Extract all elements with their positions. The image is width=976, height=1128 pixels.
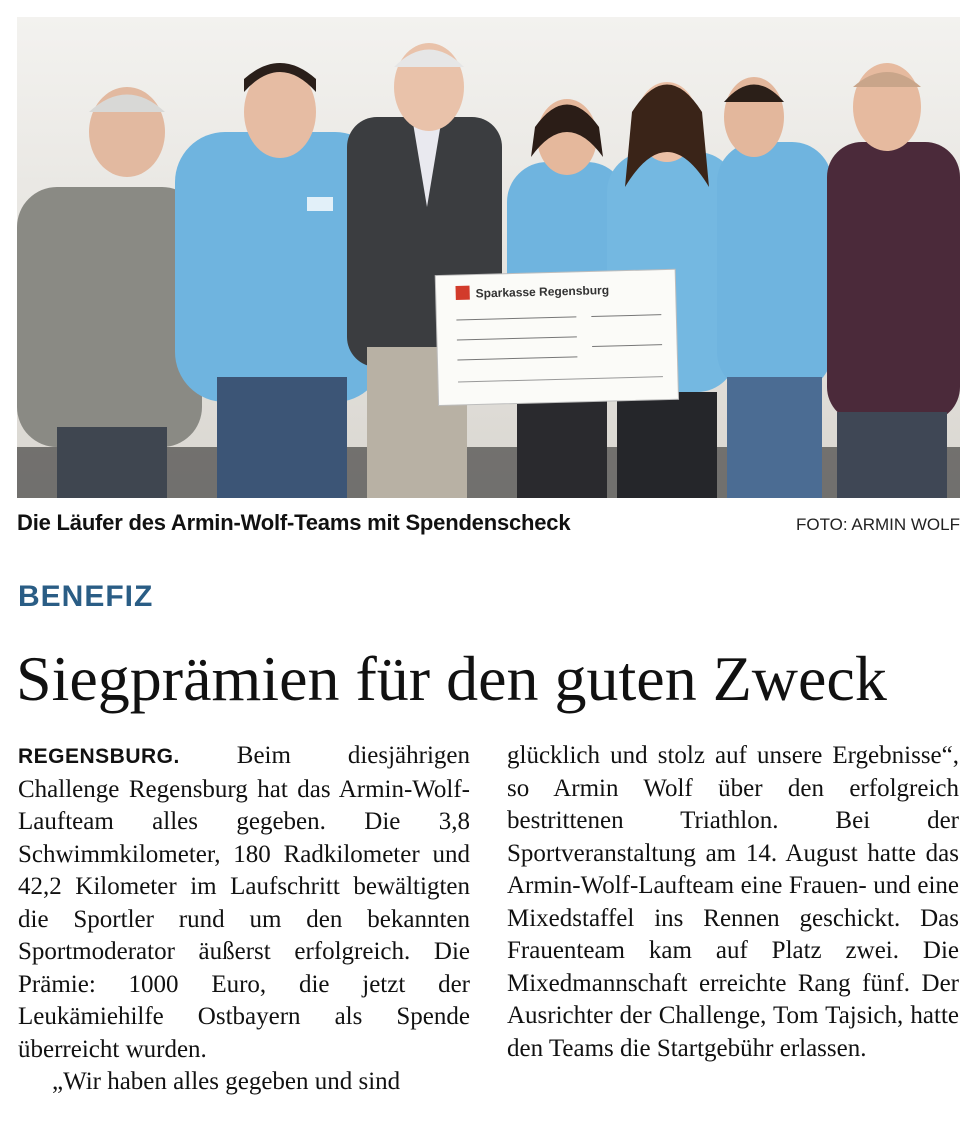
- check-bank-label: Sparkasse Regensburg: [475, 283, 610, 301]
- article-photo: [17, 17, 960, 498]
- article-headline: Siegprämien für den guten Zweck: [16, 643, 887, 714]
- article-paragraph-1-text: Beim diesjährigen Challenge Regensburg hat das Armin-Wolf-Laufteam alles gegeben. Die 3,8 Schwimmkilometer, 180 Radkilometer und 42,2 Kilometer im Laufschritt bewältigten die Sportler rund um den bekannten Sportmoderator äußerst erfolgreich. Die Prämie: 1000 Euro, die jetzt der Leukämiehilfe Ostbayern als Spende überreicht wurden.: [18, 742, 471, 1063]
- donation-check: [435, 269, 678, 405]
- article-paragraph-1: [18, 740, 470, 1066]
- article-paragraph-2-continued: glücklich und stolz auf unsere Ergebnisse“, so Armin Wolf über den erfolgreich bestrittenen Triathlon. Bei der Sportveranstaltung am 14. August hatte das Armin-Wolf-Laufteam eine Frauen- und eine Mixedstaffel ins Rennen geschickt. Das Frauenteam kam auf Platz zwei. Die Mixedmannschaft erreichte Rang fünf. Der Ausrichter der Challenge, Tom Tajsich, hatte den Teams die Startgebühr erlassen.: [507, 742, 959, 1062]
- group-photo-illustration: [17, 17, 960, 498]
- photo-credit: FOTO: ARMIN WOLF: [795, 515, 960, 534]
- article-kicker: BENEFIZ: [18, 580, 154, 613]
- photo-caption-row: [17, 510, 960, 546]
- article-column-right: [507, 740, 959, 1065]
- article-column-left: [18, 740, 470, 1099]
- article-paragraph-2-start: „Wir haben alles gegeben und sind: [52, 1068, 401, 1095]
- photo-caption: Die Läufer des Armin-Wolf-Teams mit Spendenscheck: [17, 510, 571, 535]
- article-dateline: REGENSBURG.: [18, 745, 180, 768]
